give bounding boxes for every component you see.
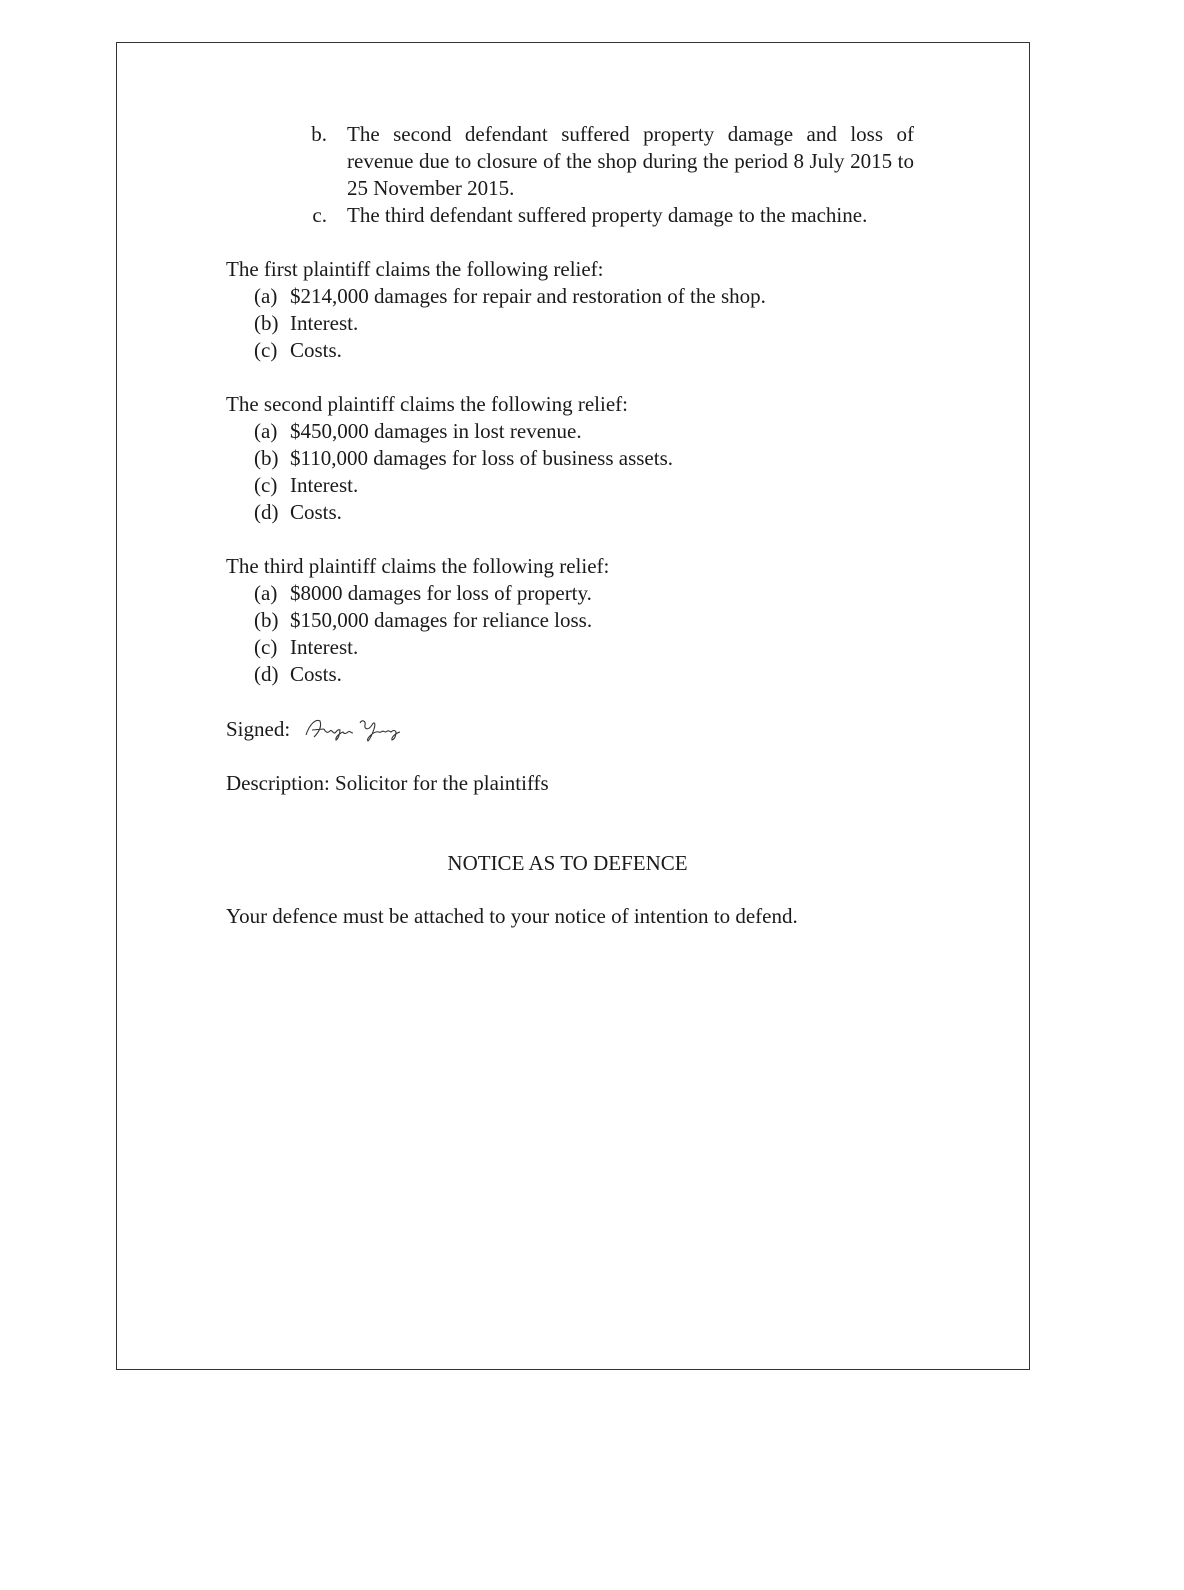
list-item (254, 607, 926, 634)
list-item (254, 661, 926, 688)
description-line: Description: Solicitor for the plaintiffs (226, 771, 549, 795)
defendant-losses-list (311, 121, 914, 229)
signed-label: Signed: (226, 716, 291, 741)
handwritten-signature (302, 715, 412, 743)
claim-intro: The third plaintiff claims the following relief: (226, 554, 610, 578)
list-marker: (a) (254, 284, 278, 308)
list-item (254, 310, 926, 337)
list-item (254, 418, 926, 445)
list-item (254, 499, 926, 526)
list-item-text: The third defendant suffered property damage to the machine. (347, 203, 868, 227)
list-marker: (c) (254, 338, 278, 362)
list-item (254, 580, 926, 607)
list-item (314, 202, 914, 229)
list-marker: (d) (254, 500, 279, 524)
document-page (116, 42, 1030, 1370)
list-item-text: The second defendant suffered property damage and loss of revenue due to closure of the shop during the period 8 July 2015 to 25 November 2015. (347, 122, 914, 200)
list-item (311, 121, 914, 202)
list-item (254, 337, 926, 364)
signature-row (226, 715, 926, 743)
list-marker: (a) (254, 581, 278, 605)
list-item (254, 283, 926, 310)
list-marker: (b) (254, 446, 279, 470)
list-item-text: $110,000 damages for loss of business assets. (290, 446, 674, 470)
third-plaintiff-claim (226, 553, 926, 688)
claim-intro: The second plaintiff claims the following relief: (226, 392, 628, 416)
claim-list (226, 580, 926, 688)
notice-heading: NOTICE AS TO DEFENCE (447, 851, 688, 875)
list-marker: (c) (254, 473, 278, 497)
list-item-text: Costs. (290, 500, 342, 524)
list-item-text: $450,000 damages in lost revenue. (290, 419, 582, 443)
claim-list (226, 283, 926, 364)
list-item (254, 445, 926, 472)
list-item-text: Interest. (290, 635, 359, 659)
list-item (254, 472, 926, 499)
document-content (226, 121, 926, 930)
first-plaintiff-claim (226, 256, 926, 364)
list-item (254, 634, 926, 661)
notice-text: Your defence must be attached to your notice of intention to defend. (226, 904, 798, 928)
list-marker: (a) (254, 419, 278, 443)
claim-intro: The first plaintiff claims the following relief: (226, 257, 604, 281)
list-item-text: Interest. (290, 473, 359, 497)
second-plaintiff-claim (226, 391, 926, 526)
list-marker: b. (311, 122, 327, 146)
list-marker: (b) (254, 608, 279, 632)
list-item-text: $8000 damages for loss of property. (290, 581, 592, 605)
list-item-text: $214,000 damages for repair and restoration of the shop. (290, 284, 766, 308)
list-marker: (b) (254, 311, 279, 335)
list-marker: c. (312, 203, 327, 227)
list-item-text: Costs. (290, 338, 342, 362)
list-marker: (d) (254, 662, 279, 686)
list-marker: (c) (254, 635, 278, 659)
list-item-text: Interest. (290, 311, 359, 335)
list-item-text: Costs. (290, 662, 342, 686)
claim-list (226, 418, 926, 526)
list-item-text: $150,000 damages for reliance loss. (290, 608, 593, 632)
